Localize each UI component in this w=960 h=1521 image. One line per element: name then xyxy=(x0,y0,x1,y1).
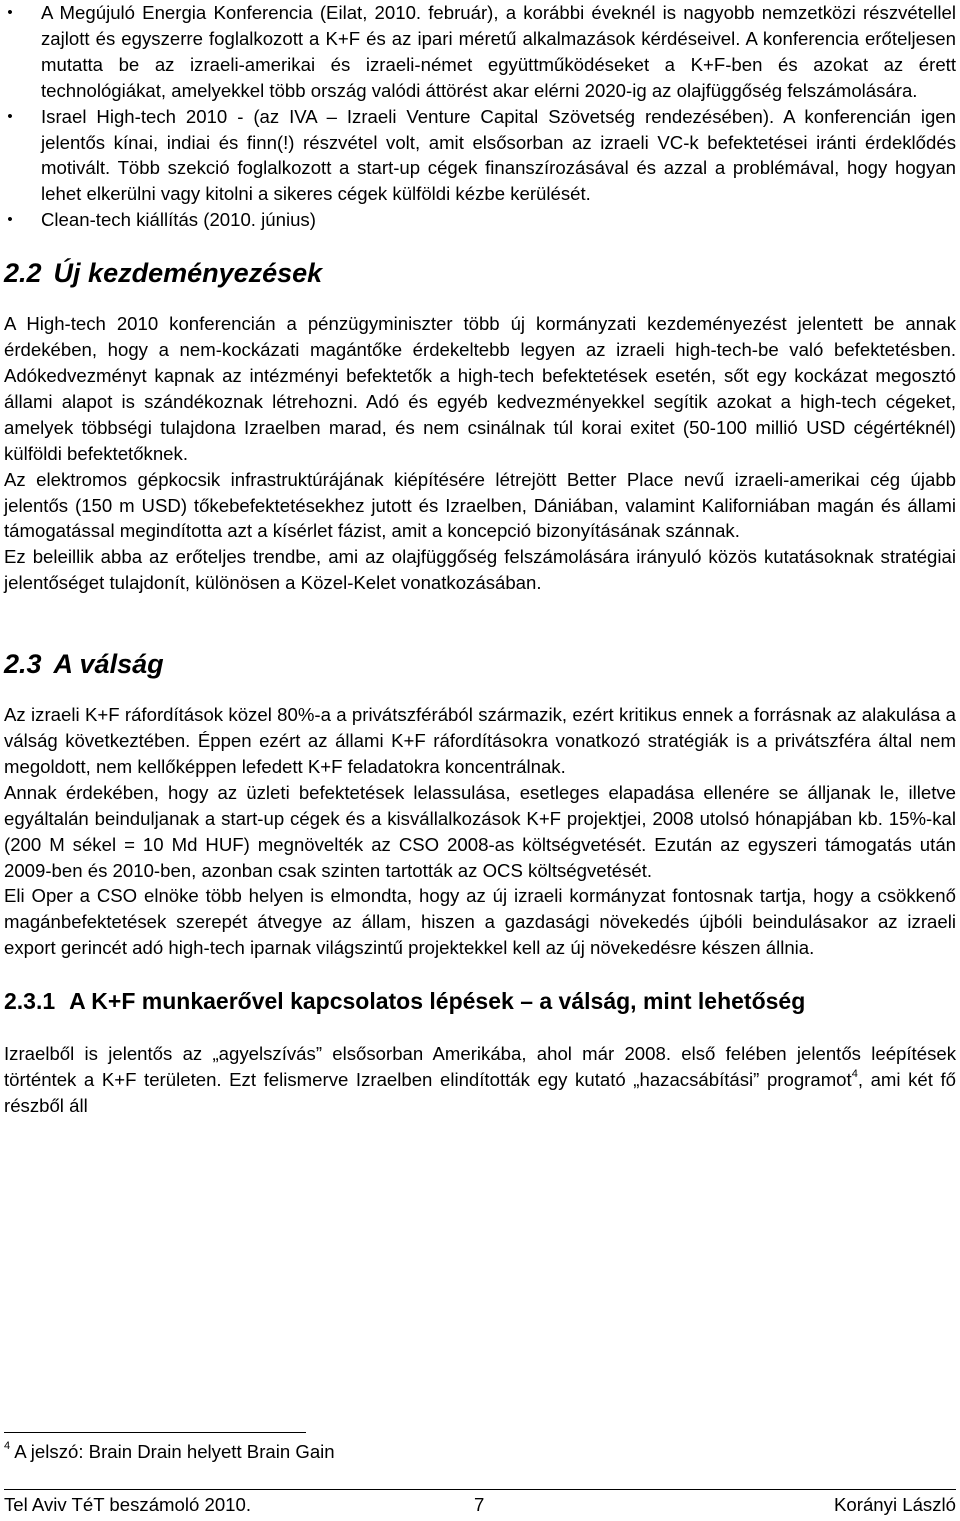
footer-left-text: Tel Aviv TéT beszámoló 2010. xyxy=(4,1494,252,1515)
section-body-2-2 xyxy=(4,311,956,596)
bullet-item xyxy=(4,0,956,104)
footnote-text: A jelszó: Brain Drain helyett Brain Gain xyxy=(10,1441,335,1462)
paragraph-text: , ami két fő részből áll xyxy=(4,1069,957,1116)
section-title: A válság xyxy=(53,649,164,680)
section-number: 2.2 xyxy=(4,258,42,289)
paragraph-text: Izraelből is jelentős az „agyelszívás” elsősorban Amerikába, ahol már 2008. első felében jelentős leépítések történtek a K+F területen. Ezt felismerve Izraelben elindították egy kutató „hazacsábítási” programot xyxy=(4,1043,956,1091)
bullet-icon: • xyxy=(7,211,13,229)
bullet-item xyxy=(4,207,956,233)
paragraph: Az izraeli K+F ráfordítások közel 80%-a a privátszférából származik, ezért kritikus ennek a forrásnak az alakulása a válság következtében. Éppen ezért az állami K+F ráfordításokra vonatkozó stratégiák is a privátszféra által nem megoldott, nem kellőképpen lefedett K+F feladatokra koncentrálnak. xyxy=(4,704,956,777)
bullet-text: Clean-tech kiállítás (2010. június) xyxy=(41,209,316,231)
footnote xyxy=(4,1440,335,1464)
section-title: A K+F munkaerővel kapcsolatos lépések – a válság, mint lehetőség xyxy=(69,988,806,1015)
page-number: 7 xyxy=(474,1494,485,1515)
section-number: 2.3 xyxy=(4,649,42,680)
bullet-item xyxy=(4,104,956,208)
paragraph: A High-tech 2010 konferencián a pénzügyminiszter több új kormányzati kezdeményezést jelentett be annak érdekében, hogy a nem-kockázati magántőke érdekeltebb legyen az izraeli high-tech-be való befektetésben. Adókedvezményt kapnak az intézményi befektetők a high-tech befektetések esetén, sőt egy kockázat megosztó állami alapot is szándékoznak létrehozni. Adó és egyéb kedvezményekkel segítik azokat a high-tech cégeket, amelyek többségi tulajdona Izraelben marad, és nem csinálnak túl korai exitet (50-100 millió USD cégértéknél) külföldi befektetőknek. xyxy=(4,313,956,464)
section-heading-2-2 xyxy=(4,257,956,289)
footnote-number: 4 xyxy=(4,1439,11,1452)
bullet-icon: • xyxy=(7,4,13,21)
bullet-text: A Megújuló Energia Konferencia (Eilat, 2010. február), a korábbi éveknél is nagyobb nemzetközi részvétellel zajlott és egyszerre foglalkozott a K+F és az ipari méretű alkalmazások kérdéseivel. A konferencia erőteljesen mutatta be az izraeli-amerikai és izraeli-német együttműködéseket a K+F-ben és azokat az érett technológiákat, amelyekkel több ország valódi áttörést akar elérni 2020-ig az olajfüggőség felszámolására. xyxy=(41,2,956,101)
section-number: 2.3.1 xyxy=(4,988,56,1015)
footnote-separator xyxy=(4,1432,306,1433)
paragraph: Eli Oper a CSO elnöke több helyen is elmondta, hogy az új izraeli kormányzat fontosnak tartja, hogy a csökkenő magánbefektetések szerepét átvegye az állam, hiszen a gazdasági növekedés újbóli beindulásakor az izraeli export gerincét adó high-tech iparnak világszintű projektekkel kell az új növekedésre készen állnia. xyxy=(4,885,956,959)
section-title: Új kezdeményezések xyxy=(53,258,323,289)
bullet-text: Israel High-tech 2010 - (az IVA – Izraeli Venture Capital Szövetség rendezésében). A konferencián igen jelentős kínai, indiai és finn(!) részvétel volt, amit elsősorban az izraeli VC-k befektetései iránti érdeklődés motivált. Több szekció foglalkozott a start-up cégek finanszírozásával és azzal a problémával, hogy hogyan lehet elkerülni vagy kitolni a sikeres cégek külföldi kézbe kerülését. xyxy=(41,105,956,205)
page-footer xyxy=(4,1492,956,1518)
bullet-icon: • xyxy=(7,107,13,125)
footnote-reference[interactable]: 4 xyxy=(851,1067,858,1080)
page-content xyxy=(4,0,956,1119)
section-heading-2-3-1 xyxy=(4,987,956,1015)
section-body-2-3 xyxy=(4,702,956,961)
bullet-list xyxy=(4,0,956,233)
paragraph: Ez beleillik abba az erőteljes trendbe, ami az olajfüggőség felszámolására irányuló közös kutatásoknak stratégiai jelentőséget tulajdonít, különösen a Közel-Kelet vonatkozásában. xyxy=(4,546,956,594)
section-heading-2-3 xyxy=(4,648,956,680)
paragraph xyxy=(4,1041,956,1119)
paragraph: Az elektromos gépkocsik infrastruktúrájának kiépítésére létrejött Better Place nevű izraeli-amerikai cég újabb jelentős (150 m USD) tőkebefektetésekhez jutott és Izraelben, Dániában, valamint Kaliforniában magán és állami támogatással megindította azt a kísérlet fázist, amit a koncepció bizonyításának szánnak. xyxy=(4,468,956,542)
footer-author: Korányi László xyxy=(834,1494,956,1515)
footer-separator xyxy=(4,1489,956,1490)
paragraph: Annak érdekében, hogy az üzleti befektetések lelassulása, esetleges elapadása ellenére se álljanak le, illetve egyáltalán beinduljanak a start-up cégek és a kisvállalkozások K+F projektjei, 2008 utolsó hónapjában kb. 15%-kal (200 M sékel = 10 Md HUF) megnövelték az CSO 2008-as költségvetését. Ezután az egyszeri támogatás után 2009-ben és 2010-ben, azonban csak szinten tartották az OCS költségvetését. xyxy=(4,781,956,881)
